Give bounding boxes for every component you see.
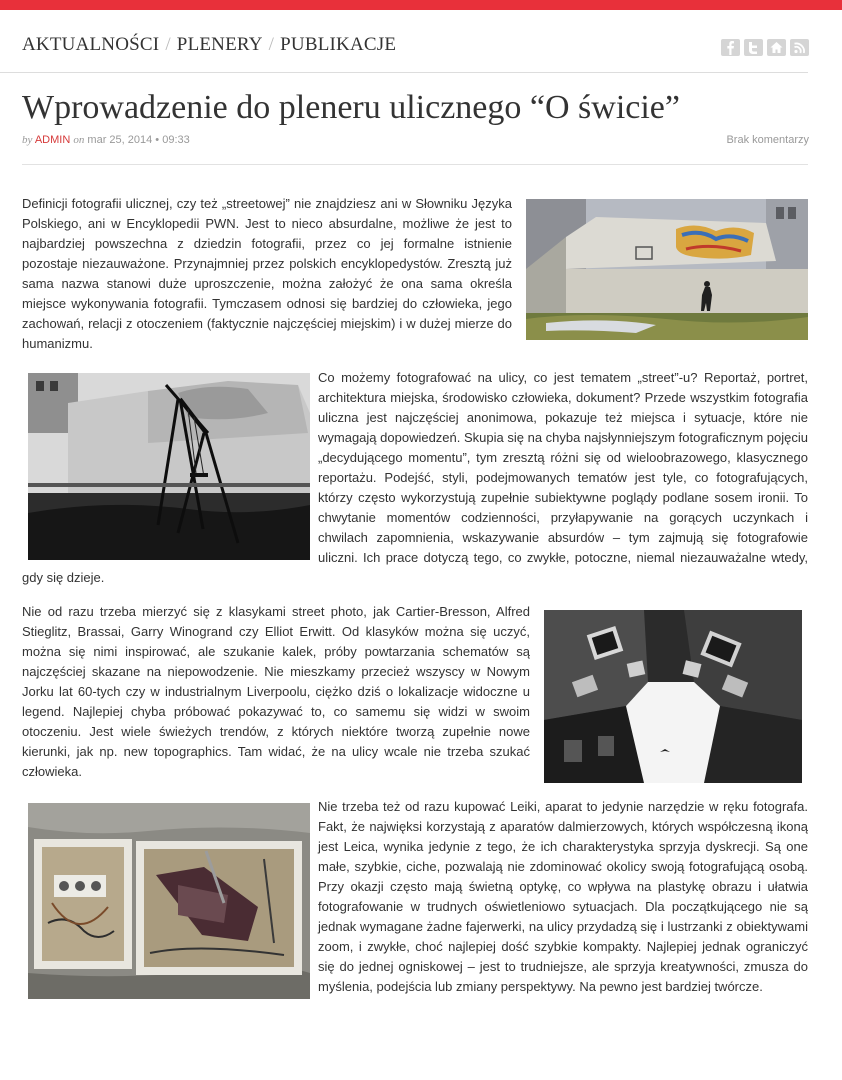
meta-on-label: on <box>73 134 85 146</box>
header-divider <box>0 72 808 73</box>
photo-courtyard-looking-up[interactable] <box>544 610 802 783</box>
social-links <box>721 39 809 56</box>
post-title: Wprowadzenie do pleneru ulicznego “O świcie” <box>22 89 680 126</box>
photo-electrical-boxes[interactable] <box>28 803 310 999</box>
meta-divider <box>22 164 808 165</box>
nav-separator: / <box>268 34 275 55</box>
home-icon[interactable] <box>767 39 786 56</box>
facebook-icon[interactable] <box>721 39 740 56</box>
author-link[interactable]: ADMIN <box>34 134 71 146</box>
nav-item-aktualnosci[interactable]: AKTUALNOŚCI <box>22 34 160 55</box>
comments-link[interactable]: Brak komentarzy <box>726 134 809 146</box>
photo-courtyard-graffiti[interactable] <box>526 199 808 340</box>
nav-item-plenery[interactable]: PLENERY <box>176 34 263 55</box>
main-nav <box>22 34 396 56</box>
paragraph-1 <box>22 194 808 354</box>
rss-icon[interactable] <box>790 39 809 56</box>
paragraph-4 <box>22 797 808 999</box>
post-meta <box>22 134 190 146</box>
paragraph-3-text: Nie od razu trzeba mierzyć się z klasykami street photo, jak Cartier-Bresson, Alfred Stieglitz, Brassai, Garry Winogrand czy Elliot Erwitt. Od klasyków można się uczyć, można się nimi inspirować, ale szukanie kalek, próby powtarzania schematów są najczęściej skazane na niepowodzenie. Nie mieszkamy przecież wszyscy w Nowym Jorku lat 60-tych czy w industrialnym Liverpoolu, ciężko dziś o lokalizacje widoczne u legend. Najlepiej chyba próbować pokazywać to, co samemu się widzi w swoim otoczeniu. Jest wiele świeżych trendów, z których niektóre tworzą zupełnie nowe kierunki, jak np. new topographics. Tam widać, że na ulicy wcale nie trzeba szukać człowieka. <box>22 604 530 779</box>
paragraph-3 <box>22 602 808 783</box>
photo-swing-frame[interactable] <box>28 373 310 560</box>
nav-separator: / <box>165 34 171 55</box>
meta-by-label: by <box>22 134 33 146</box>
paragraph-2-text: Co możemy fotografować na ulicy, co jest tematem „street”-u? Reportaż, portret, architektura miejska, środowisko człowieka, dokument? Przede wszystkim fotografia uliczna jest najczęściej anonimowa, pokazuje też miejsca i sytuacje, które nie wymagają dopowiedzeń. Skupia się na chyba najsłynniejszym fotograficznym pojęciu „decydującego momentu”, tym zresztą różni się od wieloobrazowego, klasycznego reportażu. Podejść, styli, podejmowanych tematów jest tyle, co fotografujących, którzy często wykorzystują zupełnie subiektywne poglądy podlane sosem ironii. To chwytanie momentów codzienności, przyłapywanie na gorących uczynkach i chwilach zapomnienia, wskazywanie absurdów – tym zajmują się fotografowie uliczni. Ich prace dotyczą tego, co zwykłe, potoczne, niemal niezauważalne wtedy, gdy się dzieje. <box>22 370 808 585</box>
nav-item-publikacje[interactable]: PUBLIKACJE <box>280 34 397 55</box>
post-content <box>22 194 808 1013</box>
paragraph-4-text: Nie trzeba też od razu kupować Leiki, aparat to jedynie narzędzie w ręku fotografa. Fakt, że najwięksi korzystają z aparatów dalmierzowych, których współczesną ikoną jest Leica, wynika jedynie z tego, że ich charakterystyka sprzyja dyskrecji. Są one małe, szybkie, ciche, pozwalają nie zdominować okolicy swoją fotografującą osobą. Przy okazji często mają świetną optykę, co wpływa na plastykę obrazu i ułatwia fotografowanie w trudnych oświetleniowo sytuacjach. Dla początkującego nie są jednak wymagane żadne fajerwerki, na ulicy przydadzą się i lustrzanki z obiektywami zoom, i zwykłe, choć najlepiej dość szybkie kompakty. Najlepiej jednak ograniczyć się do jednej ogniskowej – jest to trudniejsze, ale sprzyja kreatywności, zmusza do myślenia, podejścia lub zmiany perspektywy. Na pewno jest bardziej twórcze. <box>318 799 808 994</box>
top-accent-bar <box>0 0 842 10</box>
paragraph-2 <box>22 368 808 588</box>
paragraph-1-text: Definicji fotografii ulicznej, czy też „streetowej” nie znajdziesz ani w Słowniku Języka Polskiego, ani w Encyklopedii PWN. Jest to nieco absurdalne, możliwe że jest to najbardziej powszechna z dziedzin fotografii, przez co jej formalne istnienie pozostaje niezauważone. Przynajmniej przez polskich encyklopedystów. Zresztą już sama nazwa stanowi duże uproszczenie, można założyć że ona sama określa miejsce wykonywania fotografii. Tymczasem odnosi się bardziej do człowieka, jego zachowań, relacji z otoczeniem (faktycznie najczęściej miejskim) i w dużej mierze do humanizmu. <box>22 196 512 351</box>
post-date: mar 25, 2014 • 09:33 <box>87 134 190 146</box>
twitter-icon[interactable] <box>744 39 763 56</box>
